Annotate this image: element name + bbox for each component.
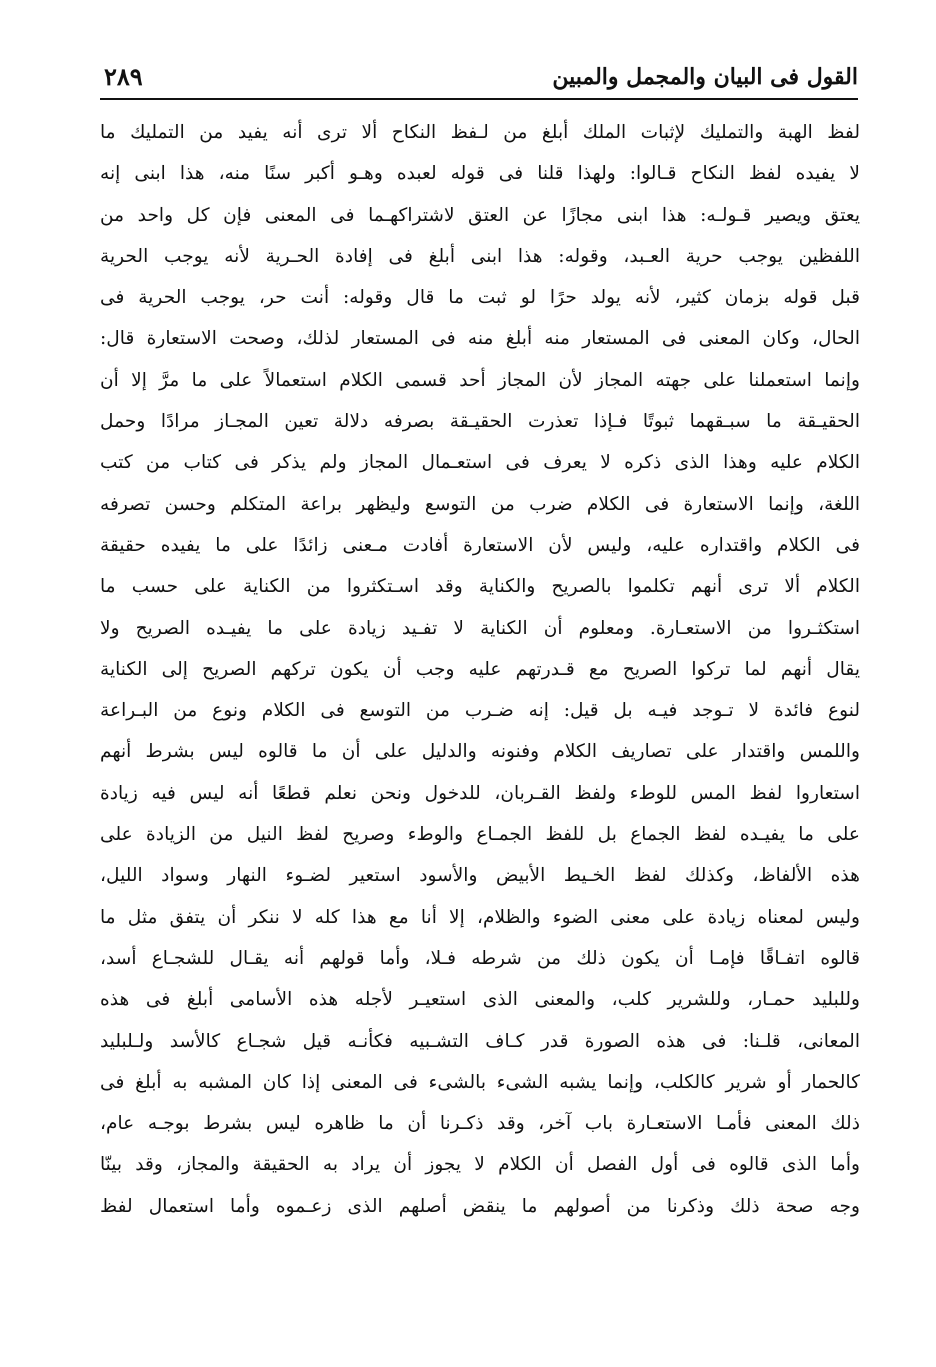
text-line-9: الكلام عليه وهذا الذى ذكره لا يعرف فى استعـمال المجاز ولم يذكر فى كتاب من كتب <box>100 452 860 474</box>
text-line-17: استعاروا لفظ المس للوطء ولفظ القـربان، للدخول ونحن نعلم قطعًا أنه ليس فيه زيادة <box>100 782 860 804</box>
text-line-4: اللفظين يوجب حرية العـبد، وقوله: هذا ابنى أبلغ فى إفادة الحـرية لأنه يوجب الحرية <box>100 245 860 267</box>
header-divider <box>100 98 858 100</box>
running-header <box>100 60 858 100</box>
text-line-2: لا يفيده لفظ النكاح قـالوا: ولهذا قلنا فى قوله لعبده وهـو أكبر سنًا منه، هذا ابنى إنه <box>100 163 860 185</box>
text-line-19: هذه الألفاظ، وكذلك لفظ الخـيط الأبيض والأسود استعير لضـوء النهار وسواد الليل، <box>100 865 860 887</box>
text-line-8: الحقيـقة ما سبـقهما ثبوتًا فـإذا تعذرت الحقيـقة بصرفه دلالة تعين المجـاز مرادًا وحمل <box>100 411 860 433</box>
text-line-20: وليس لمعناه زيادة على معنى الضوء والظلام، إلا أنا مع هذا كله لا ننكر أن يتفق مثل ما <box>100 906 860 928</box>
text-line-6: الحال، وكان المعنى فى المستعار منه أبلغ منه فى المستعار لذلك، وصحت الاستعارة قال: <box>100 328 860 350</box>
text-line-24: كالحمار أو شرير كالكلب، وإنما يشبه الشىء بالشىء فى المعنى إذا كان المشبه به أبلغ فى <box>100 1071 860 1093</box>
text-line-21: قالوه اتفـاقًا فإمـا أن يكون ذلك من شرطه فـلا، وأما قولهم أنه يقـال للشجـاع أسد، <box>100 947 860 969</box>
text-line-25: ذلك المعنى فأمـا الاستعـارة باب آخر، وقد ذكـرنا أن ما ظاهره ليس بشرط بوجـه عام، <box>100 1113 860 1135</box>
text-line-22: وللبليد حمـار، وللشرير كلب، والمعنى الذى استعيـر لأجله هذه الأسامى أبلغ فى هذه <box>100 989 860 1011</box>
text-line-27: وجه صحة ذلك وذكرنا من أصولهم ما ينقض أصلهم الذى زعـموه وأما استعمال لفظ <box>100 1195 860 1217</box>
text-line-23: المعانى، قلـنا: فى هذه الصورة قدر كـاف التشـبيه فكأنـه قيل شجـاع كالأسد ولـلبليد <box>100 1030 860 1052</box>
text-line-10: اللغة، وإنما الاستعارة فى الكلام ضرب من التوسع وليظهر براعة المتكلم وحسن تصرفه <box>100 493 860 515</box>
text-line-15: لنوع فائدة لا تـوجد فيـه بل قيل: إنه ضـرب من التوسع فى الكلام ونوع من البـراعة <box>100 700 860 722</box>
text-line-12: الكلام ألا ترى أنهم تكلموا بالصريح والكناية وقد اسـتكثروا من الكناية على حسب ما <box>100 576 860 598</box>
text-line-26: وأما الذى قالوه فى أول الفصل أن الكلام لا يجوز أن يراد به الحقيقة والمجاز، وقد بينّا <box>100 1154 860 1176</box>
text-line-13: استكثـروا من الاستعـارة. ومعلوم أن الكناية لا تفـيد زيادة على ما يفيـده الصريح ولا <box>100 617 860 639</box>
header-title: القول فى البيان والمجمل والمبين <box>552 64 858 90</box>
body-text <box>100 112 860 1302</box>
text-line-18: على ما يفيـده لفظ الجماع بل للفظ الجمـاع والوطء وصريح لفظ النيل من الزيادة على <box>100 824 860 846</box>
text-line-3: يعتق ويصير قـولـه: هذا ابنى مجازًا عن العتق لاشتراكهـما فى المعنى فإن كل واحد من <box>100 204 860 226</box>
text-line-11: فى الكلام واقتداره عليه، وليس لأن الاستعارة أفادت مـعنى زائدًا على ما يفيده حقيقة <box>100 534 860 556</box>
page-number: ٢٨٩ <box>104 62 143 91</box>
text-line-1: لفظ الهبة والتمليك لإثبات الملك أبلغ من لـفظ النكاح ألا ترى أنه يفيد من التمليك ما <box>100 122 860 143</box>
text-line-16: واللمس واقتدار على تصاريف الكلام وفنونه والدليل على أن ما قالوه ليس بشرط أنهم <box>100 741 860 763</box>
text-line-14: يقال أنهم لما تركوا الصريح مع قـدرتهم عليه وجب أن يكون تركهم الصريح إلى الكناية <box>100 658 860 680</box>
text-line-7: وإنما استعملنا على جهته المجاز لأن المجاز أحد قسمى الكلام استعمالاً على ما مرَّ إلا أن <box>100 369 860 391</box>
text-line-5: قبل قوله بزمان كثير، لأنه يولد حرًا لو ثبت ما قال وقوله: أنت حر، يوجب الحرية فى <box>100 287 860 309</box>
